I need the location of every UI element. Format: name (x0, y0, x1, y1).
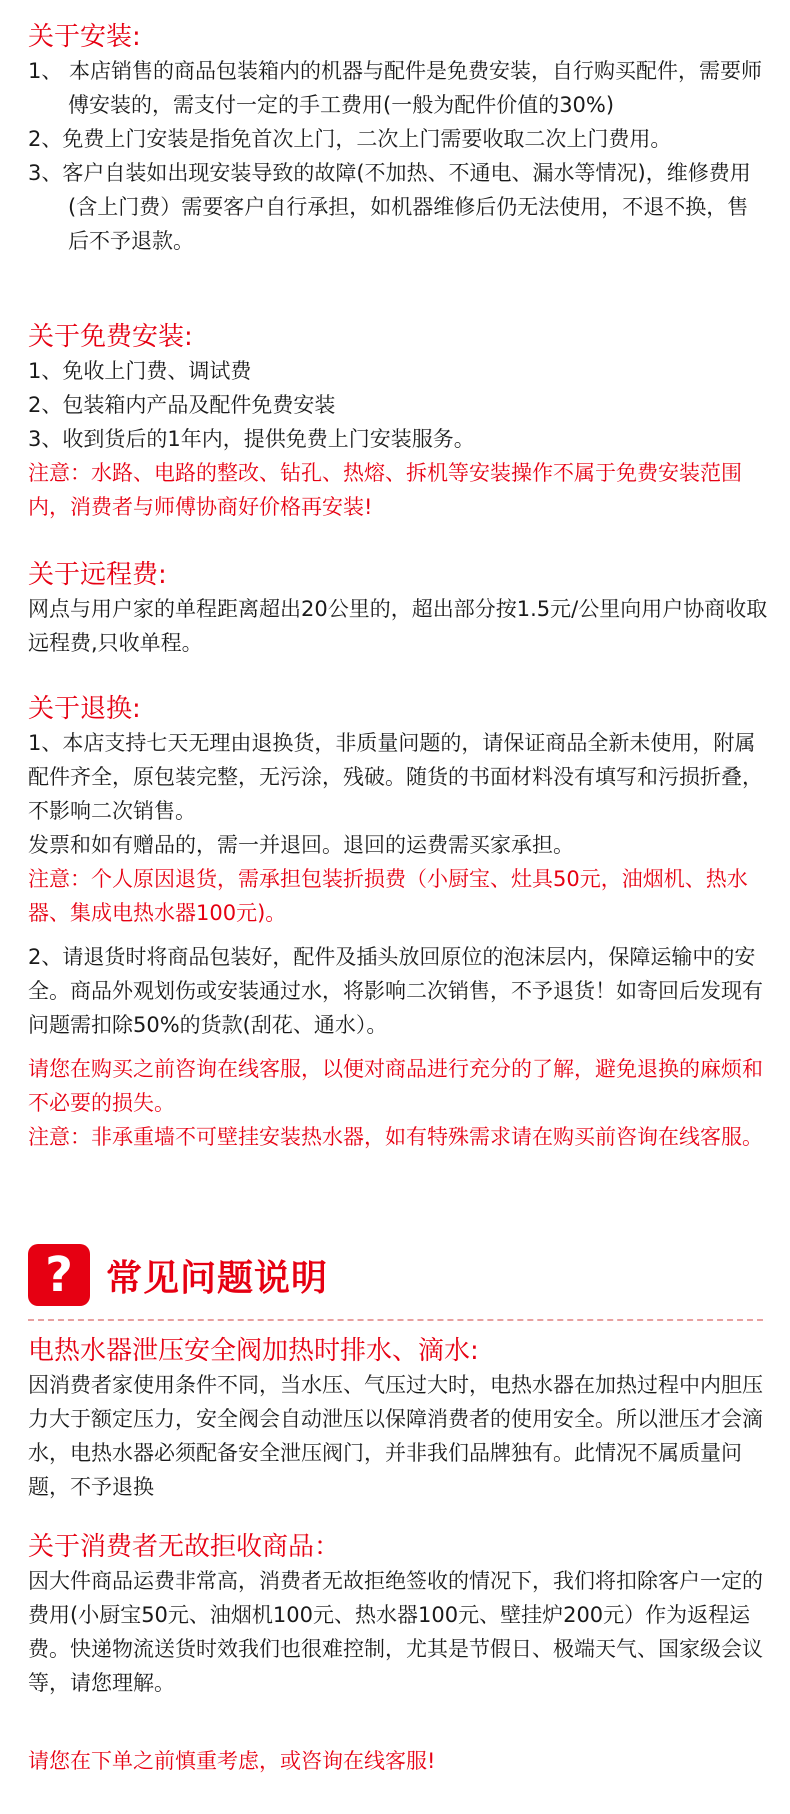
remote-fee-heading: 关于远程费: (28, 560, 167, 590)
install-item-1: 1、 本店销售的商品包装箱内的机器与配件是免费安装，自行购买配件，需要师傅安装的，需支付一定的手工费用(一般为配件价值的30%) (28, 59, 763, 117)
return-section (28, 692, 768, 1154)
return-paragraph-3: 2、请退货时将商品包装好，配件及插头放回原位的泡沫层内，保障运输中的安全。商品外观划伤或安装通过水，将影响二次销售，不予退货！如寄回后发现有问题需扣除50%的货款(刮花、通水）。 (28, 945, 763, 1037)
return-paragraph-1: 1、本店支持七天无理由退换货，非质量问题的，请保证商品全新未使用，附属配件齐全，原包装完整，无污涂，残破。随货的书面材料没有填写和污损折叠，不影响二次销售。 (28, 731, 763, 823)
faq-title: 常见问题说明 (106, 1257, 329, 1299)
dashed-divider (28, 1319, 763, 1321)
remote-fee-section (28, 558, 768, 660)
install-item-2: 2、免费上门安装是指免首次上门，二次上门需要收取二次上门费用。 (28, 127, 672, 151)
install-heading: 关于安装: (28, 22, 141, 52)
install-item-3: 3、客户自装如出现安装导致的故障(不加热、不通电、漏水等情况)，维修费用(含上门费）需要客户自行承担，如机器维修后仍无法使用，不退不换，售后不予退款。 (28, 161, 751, 253)
faq-q2-section (28, 1530, 768, 1700)
return-note-3: 注意：非承重墙不可壁挂安装热水器，如有特殊需求请在购买前咨询在线客服。 (28, 1125, 763, 1149)
faq-q1-text: 因消费者家使用条件不同，当水压、气压过大时，电热水器在加热过程中内胆压力大于额定压力，安全阀会自动泄压以保障消费者的使用安全。所以泄压才会滴水，电热水器必须配备安全泄压阀门，并非我们品牌独有。此情况不属质量问题，不予退换 (28, 1373, 763, 1499)
faq-q2-heading: 关于消费者无故拒收商品： (28, 1532, 341, 1562)
faq-q2-text: 因大件商品运费非常高，消费者无故拒绝签收的情况下，我们将扣除客户一定的费用(小厨宝50元、油烟机100元、热水器100元、壁挂炉200元）作为返程运费。快递物流送货时效我们也很难控制，尤其是节假日、极端天气、国家级会议等，请您理解。 (28, 1569, 763, 1695)
faq-q1-heading: 电热水器泄压安全阀加热时排水、滴水: (28, 1336, 479, 1366)
free-install-note: 注意：水路、电路的整改、钻孔、热熔、拆机等安装操作不属于免费安装范围内，消费者与师傅协商好价格再安装! (28, 461, 742, 519)
free-install-heading: 关于免费安装: (28, 322, 193, 352)
return-heading: 关于退换: (28, 694, 141, 724)
free-install-item-2: 2、包装箱内产品及配件免费安装 (28, 393, 336, 417)
faq-q1-section (28, 1334, 768, 1504)
install-section (28, 20, 768, 258)
remote-fee-text: 网点与用户家的单程距离超出20公里的，超出部分按1.5元/公里向用户协商收取远程费,只收单程。 (28, 597, 768, 655)
free-install-item-1: 1、免收上门费、调试费 (28, 359, 252, 383)
faq-title-bar (28, 1242, 768, 1308)
question-mark-icon: ? (28, 1244, 90, 1306)
free-install-item-3: 3、收到货后的1年内，提供免费上门安装服务。 (28, 427, 475, 451)
return-paragraph-2: 发票和如有赠品的，需一并退回。退回的运费需买家承担。 (28, 833, 574, 857)
free-install-section (28, 320, 768, 524)
closing-note: 请您在下单之前慎重考虑，或咨询在线客服! (28, 1749, 436, 1773)
return-note-1: 注意：个人原因退货，需承担包装折损费（小厨宝、灶具50元，油烟机、热水器、集成电热水器100元)。 (28, 867, 748, 925)
return-note-2: 请您在购买之前咨询在线客服，以便对商品进行充分的了解，避免退换的麻烦和不必要的损失。 (28, 1057, 763, 1115)
closing-note-section (28, 1744, 768, 1778)
